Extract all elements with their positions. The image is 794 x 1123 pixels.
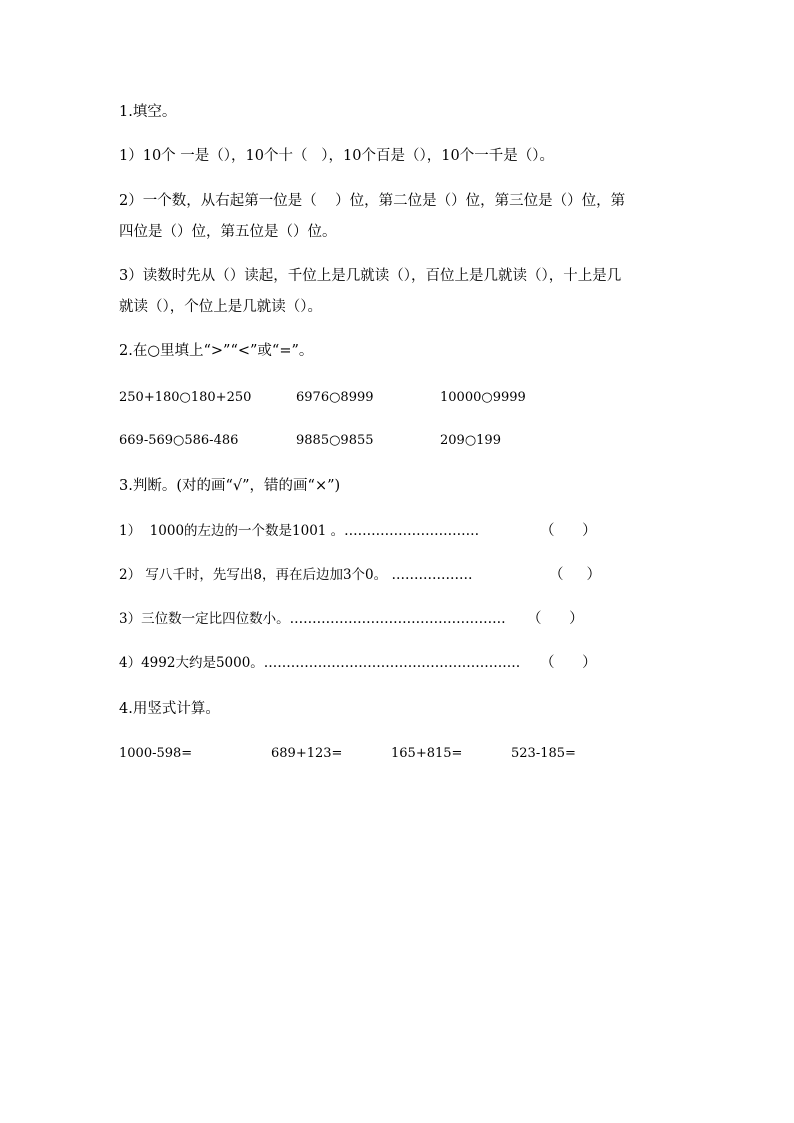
section1-question-2-line1: 2）一个数，从右起第一位是（ ）位，第二位是（）位，第三位是（）位，第	[119, 193, 626, 209]
compare-item: 9885○9855	[296, 433, 374, 448]
calc-problem: 165+815=	[391, 746, 463, 761]
compare-item: 6976○8999	[296, 390, 374, 405]
section1-question-3-line2: 就读（），个位上是几就读（）。	[119, 299, 322, 315]
compare-item: 250+180○180+250	[119, 390, 252, 405]
judgment-item-1: 1） 1000的左边的一个数是1001 。…………………………	[119, 523, 480, 539]
judgment-item-2: 2） 写八千时，先写出8，再在后边加3个0。 ………………	[119, 567, 473, 583]
section4-title: 4.用竖式计算。	[119, 701, 220, 717]
section1-question-2-line2: 四位是（）位，第五位是（）位。	[119, 224, 337, 240]
compare-item: 669-569○586-486	[119, 433, 239, 448]
compare-item: 10000○9999	[440, 390, 526, 405]
calc-problem: 1000-598=	[119, 746, 193, 761]
section1-question-3-line1: 3）读数时先从（）读起，千位上是几就读（），百位上是几就读（），十上是几	[119, 268, 622, 284]
judgment-answer-paren: （ ）	[527, 611, 584, 627]
judgment-answer-paren: （ ）	[549, 567, 602, 583]
calc-problem: 523-185=	[511, 746, 576, 761]
judgment-item-4: 4）4992大约是5000。…………………………………………………	[119, 655, 521, 671]
judgment-answer-paren: （ ）	[540, 655, 597, 671]
judgment-answer-paren: （ ）	[540, 523, 597, 539]
compare-item: 209○199	[440, 433, 501, 448]
calc-problem: 689+123=	[271, 746, 343, 761]
section3-title: 3.判断。(对的画“√”，错的画“×”)	[119, 478, 341, 494]
section1-title: 1.填空。	[119, 104, 177, 120]
section2-title: 2.在○里填上“>”“<”或“=”。	[119, 343, 314, 359]
judgment-item-3: 3）三位数一定比四位数小。…………………………………………	[119, 611, 506, 627]
section1-question-1: 1）10个 一是（），10个十（ ），10个百是（），10个一千是（）。	[119, 148, 554, 164]
